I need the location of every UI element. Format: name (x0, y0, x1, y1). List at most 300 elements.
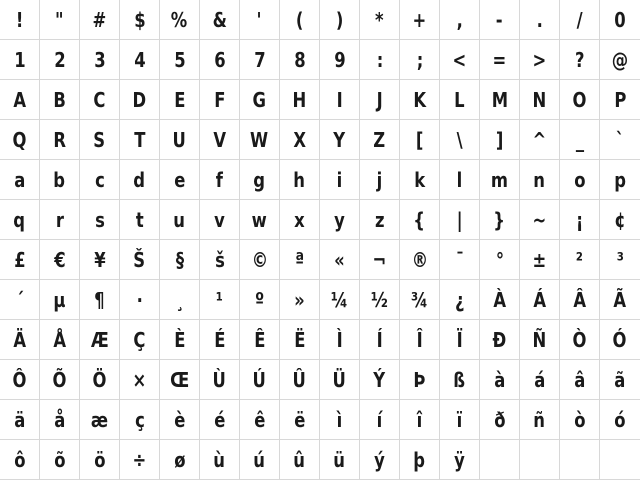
glyph-character: Ù (212, 367, 227, 392)
glyph-character: R (53, 127, 66, 152)
glyph-character: é (213, 407, 226, 432)
glyph-character: í (376, 407, 383, 432)
glyph-character: , (456, 7, 463, 32)
glyph-cell[interactable] (520, 120, 560, 160)
glyph-cell[interactable] (320, 240, 360, 280)
glyph-cell[interactable] (40, 40, 80, 80)
glyph-cell[interactable] (560, 40, 600, 80)
glyph-cell[interactable] (40, 200, 80, 240)
glyph-character: ¹ (215, 287, 224, 312)
glyph-cell[interactable] (440, 200, 480, 240)
glyph-character: s (94, 207, 105, 232)
glyph-cell[interactable] (320, 0, 360, 40)
glyph-character: C (93, 87, 106, 112)
glyph-character: ° (495, 247, 504, 272)
glyph-cell[interactable] (0, 440, 40, 480)
glyph-cell[interactable] (160, 0, 200, 40)
glyph-cell[interactable] (0, 320, 40, 360)
glyph-cell[interactable] (560, 360, 600, 400)
glyph-cell[interactable] (520, 440, 560, 480)
glyph-character: 6 (213, 47, 226, 72)
glyph-character: Í (376, 327, 383, 352)
glyph-character: ² (575, 247, 584, 272)
glyph-cell[interactable] (160, 360, 200, 400)
glyph-cell[interactable] (560, 400, 600, 440)
glyph-cell[interactable] (320, 160, 360, 200)
glyph-cell[interactable] (80, 240, 120, 280)
glyph-cell[interactable] (240, 240, 280, 280)
glyph-character: ø (173, 447, 186, 472)
glyph-cell[interactable] (240, 40, 280, 80)
glyph-cell[interactable] (600, 120, 640, 160)
glyph-character: Ì (336, 327, 343, 352)
glyph-character: q (13, 207, 26, 232)
glyph-character: § (175, 247, 184, 272)
glyph-character: ¯ (455, 247, 464, 272)
glyph-cell[interactable] (360, 240, 400, 280)
glyph-cell[interactable] (400, 160, 440, 200)
glyph-cell[interactable] (560, 440, 600, 480)
glyph-cell[interactable] (80, 360, 120, 400)
glyph-cell[interactable] (240, 80, 280, 120)
glyph-cell[interactable] (0, 280, 40, 320)
glyph-cell[interactable] (120, 40, 160, 80)
glyph-cell[interactable] (480, 280, 520, 320)
glyph-cell[interactable] (0, 120, 40, 160)
glyph-character: ¿ (454, 287, 465, 312)
glyph-cell[interactable] (0, 240, 40, 280)
glyph-cell[interactable] (80, 400, 120, 440)
glyph-cell[interactable] (0, 0, 40, 40)
glyph-cell[interactable] (360, 40, 400, 80)
glyph-cell[interactable] (360, 360, 400, 400)
glyph-cell[interactable] (240, 400, 280, 440)
glyph-character: Û (292, 367, 307, 392)
glyph-cell[interactable] (560, 120, 600, 160)
glyph-cell[interactable] (200, 0, 240, 40)
glyph-cell[interactable] (80, 320, 120, 360)
glyph-cell[interactable] (0, 400, 40, 440)
glyph-cell[interactable] (400, 320, 440, 360)
glyph-character: Ñ (532, 327, 547, 352)
glyph-character: È (173, 327, 186, 352)
glyph-cell[interactable] (40, 400, 80, 440)
glyph-cell[interactable] (400, 200, 440, 240)
glyph-cell[interactable] (360, 320, 400, 360)
glyph-cell[interactable] (440, 240, 480, 280)
glyph-character: ¥ (93, 247, 106, 272)
glyph-cell[interactable] (0, 80, 40, 120)
glyph-cell[interactable] (280, 0, 320, 40)
glyph-cell[interactable] (120, 80, 160, 120)
glyph-character: ) (335, 7, 344, 32)
glyph-character: 5 (173, 47, 186, 72)
glyph-cell[interactable] (400, 240, 440, 280)
glyph-character: G (252, 87, 267, 112)
glyph-character: × (132, 367, 147, 392)
glyph-character: Z (373, 127, 386, 152)
glyph-cell[interactable] (480, 0, 520, 40)
glyph-cell[interactable] (320, 400, 360, 440)
glyph-cell[interactable] (200, 120, 240, 160)
glyph-character: = (492, 47, 507, 72)
glyph-cell[interactable] (480, 200, 520, 240)
glyph-character: µ (53, 287, 66, 312)
glyph-cell[interactable] (480, 40, 520, 80)
glyph-character: p (614, 167, 626, 192)
glyph-character: ì (336, 407, 343, 432)
glyph-cell[interactable] (160, 320, 200, 360)
glyph-cell[interactable] (40, 240, 80, 280)
glyph-character: \ (456, 127, 463, 152)
glyph-cell[interactable] (280, 280, 320, 320)
glyph-cell[interactable] (280, 80, 320, 120)
glyph-character: Ã (613, 287, 627, 312)
glyph-cell[interactable] (280, 320, 320, 360)
glyph-cell[interactable] (280, 160, 320, 200)
glyph-cell[interactable] (440, 440, 480, 480)
glyph-cell[interactable] (200, 200, 240, 240)
glyph-cell[interactable] (400, 0, 440, 40)
glyph-cell[interactable] (560, 0, 600, 40)
glyph-character: ` (615, 127, 625, 152)
glyph-cell[interactable] (120, 160, 160, 200)
glyph-cell[interactable] (200, 80, 240, 120)
glyph-cell[interactable] (200, 280, 240, 320)
glyph-character: ¾ (411, 287, 428, 312)
glyph-character: H (292, 87, 307, 112)
glyph-character: " (55, 7, 64, 32)
glyph-cell[interactable] (560, 240, 600, 280)
glyph-character: O (572, 87, 587, 112)
glyph-cell[interactable] (440, 160, 480, 200)
glyph-cell[interactable] (400, 40, 440, 80)
glyph-cell[interactable] (320, 200, 360, 240)
glyph-cell[interactable] (480, 440, 520, 480)
glyph-cell[interactable] (600, 80, 640, 120)
glyph-character: ô (13, 447, 26, 472)
glyph-cell[interactable] (360, 400, 400, 440)
glyph-character: v (214, 207, 225, 232)
glyph-cell[interactable] (320, 280, 360, 320)
glyph-cell[interactable] (40, 440, 80, 480)
glyph-cell[interactable] (120, 320, 160, 360)
glyph-character: b (53, 167, 66, 192)
glyph-character: ½ (371, 287, 388, 312)
glyph-cell[interactable] (560, 200, 600, 240)
glyph-character: [ (415, 127, 424, 152)
glyph-cell[interactable] (40, 280, 80, 320)
glyph-cell[interactable] (120, 360, 160, 400)
glyph-cell[interactable] (280, 200, 320, 240)
glyph-cell[interactable] (440, 320, 480, 360)
glyph-cell[interactable] (0, 160, 40, 200)
glyph-cell[interactable] (40, 320, 80, 360)
glyph-character: Þ (413, 367, 426, 392)
glyph-cell[interactable] (440, 40, 480, 80)
glyph-cell[interactable] (40, 360, 80, 400)
glyph-character: Á (533, 287, 546, 312)
glyph-cell[interactable] (560, 80, 600, 120)
glyph-cell[interactable] (400, 280, 440, 320)
glyph-cell[interactable] (360, 440, 400, 480)
glyph-character: T (133, 127, 146, 152)
glyph-character: z (374, 207, 385, 232)
glyph-cell[interactable] (280, 440, 320, 480)
glyph-cell[interactable] (480, 120, 520, 160)
glyph-character: / (576, 7, 583, 32)
glyph-character: E (173, 87, 186, 112)
glyph-cell[interactable] (280, 400, 320, 440)
glyph-character: r (55, 207, 64, 232)
glyph-cell[interactable] (560, 320, 600, 360)
glyph-character: Ö (92, 367, 107, 392)
glyph-cell[interactable] (520, 240, 560, 280)
glyph-cell[interactable] (120, 200, 160, 240)
glyph-cell[interactable] (520, 40, 560, 80)
glyph-cell[interactable] (200, 440, 240, 480)
glyph-cell[interactable] (600, 40, 640, 80)
glyph-cell[interactable] (600, 280, 640, 320)
glyph-character: ï (456, 407, 463, 432)
glyph-character: n (533, 167, 546, 192)
glyph-character: Ç (133, 327, 146, 352)
glyph-character: ] (495, 127, 504, 152)
glyph-character: B (53, 87, 66, 112)
glyph-cell[interactable] (400, 400, 440, 440)
glyph-cell[interactable] (440, 360, 480, 400)
glyph-cell[interactable] (0, 40, 40, 80)
glyph-cell[interactable] (160, 240, 200, 280)
glyph-cell[interactable] (520, 160, 560, 200)
glyph-cell[interactable] (160, 120, 200, 160)
glyph-character: o (573, 167, 586, 192)
glyph-cell[interactable] (200, 360, 240, 400)
glyph-cell[interactable] (320, 40, 360, 80)
glyph-cell[interactable] (200, 160, 240, 200)
glyph-cell[interactable] (600, 0, 640, 40)
glyph-character: 1 (13, 47, 26, 72)
glyph-cell[interactable] (400, 440, 440, 480)
glyph-cell[interactable] (80, 80, 120, 120)
glyph-character: î (416, 407, 423, 432)
glyph-character: Y (333, 127, 346, 152)
glyph-character: á (533, 367, 546, 392)
glyph-cell[interactable] (240, 320, 280, 360)
glyph-cell[interactable] (600, 200, 640, 240)
glyph-cell[interactable] (240, 280, 280, 320)
glyph-cell[interactable] (80, 40, 120, 80)
glyph-cell[interactable] (480, 160, 520, 200)
glyph-cell[interactable] (120, 240, 160, 280)
glyph-cell[interactable] (440, 80, 480, 120)
glyph-cell[interactable] (280, 240, 320, 280)
glyph-cell[interactable] (40, 160, 80, 200)
glyph-character: ù (213, 447, 226, 472)
glyph-character: N (532, 87, 547, 112)
glyph-cell[interactable] (520, 360, 560, 400)
glyph-cell[interactable] (360, 280, 400, 320)
glyph-character: F (213, 87, 226, 112)
glyph-cell[interactable] (80, 160, 120, 200)
glyph-cell[interactable] (240, 200, 280, 240)
glyph-character: þ (413, 447, 426, 472)
glyph-cell[interactable] (440, 120, 480, 160)
glyph-cell[interactable] (360, 80, 400, 120)
glyph-cell[interactable] (520, 200, 560, 240)
glyph-cell[interactable] (520, 400, 560, 440)
glyph-cell[interactable] (440, 0, 480, 40)
glyph-cell[interactable] (240, 160, 280, 200)
glyph-cell[interactable] (80, 200, 120, 240)
glyph-cell[interactable] (160, 80, 200, 120)
glyph-cell[interactable] (40, 80, 80, 120)
glyph-cell[interactable] (360, 120, 400, 160)
glyph-cell[interactable] (120, 400, 160, 440)
glyph-cell[interactable] (0, 200, 40, 240)
glyph-cell[interactable] (240, 440, 280, 480)
glyph-character: m (490, 167, 509, 192)
glyph-cell[interactable] (160, 160, 200, 200)
glyph-character: Ó (613, 327, 627, 352)
glyph-character: À (493, 287, 506, 312)
glyph-cell[interactable] (240, 120, 280, 160)
glyph-cell[interactable] (600, 360, 640, 400)
glyph-cell[interactable] (0, 360, 40, 400)
glyph-cell[interactable] (480, 360, 520, 400)
glyph-cell[interactable] (320, 360, 360, 400)
glyph-character: « (334, 247, 345, 272)
glyph-character: ^ (532, 127, 547, 152)
glyph-character: + (412, 7, 427, 32)
glyph-cell[interactable] (80, 280, 120, 320)
glyph-cell[interactable] (360, 160, 400, 200)
glyph-character: º (254, 287, 265, 312)
glyph-character: _ (575, 127, 584, 152)
glyph-character: ú (253, 447, 266, 472)
glyph-cell[interactable] (600, 240, 640, 280)
glyph-cell[interactable] (120, 440, 160, 480)
glyph-cell[interactable] (240, 0, 280, 40)
glyph-cell[interactable] (520, 0, 560, 40)
glyph-character: < (452, 47, 467, 72)
glyph-character: V (213, 127, 226, 152)
glyph-cell[interactable] (480, 80, 520, 120)
glyph-character: 8 (293, 47, 306, 72)
glyph-character: & (212, 7, 227, 32)
glyph-character: ± (532, 247, 547, 272)
glyph-cell[interactable] (320, 80, 360, 120)
glyph-character: K (413, 87, 426, 112)
glyph-character: ( (295, 7, 304, 32)
glyph-cell[interactable] (320, 440, 360, 480)
glyph-cell[interactable] (80, 120, 120, 160)
glyph-character: 4 (133, 47, 146, 72)
glyph-character: 2 (53, 47, 66, 72)
glyph-character: Î (416, 327, 423, 352)
glyph-cell[interactable] (120, 0, 160, 40)
glyph-character: i (336, 167, 343, 192)
glyph-character: â (573, 367, 586, 392)
glyph-cell[interactable] (200, 40, 240, 80)
glyph-cell[interactable] (560, 160, 600, 200)
glyph-character: S (93, 127, 106, 152)
glyph-cell[interactable] (440, 400, 480, 440)
glyph-cell[interactable] (560, 280, 600, 320)
glyph-character: . (536, 7, 543, 32)
glyph-cell[interactable] (600, 440, 640, 480)
glyph-cell[interactable] (280, 360, 320, 400)
glyph-character: d (133, 167, 146, 192)
glyph-cell[interactable] (160, 280, 200, 320)
glyph-cell[interactable] (600, 320, 640, 360)
glyph-character: f (215, 167, 224, 192)
glyph-cell[interactable] (240, 360, 280, 400)
glyph-cell[interactable] (320, 320, 360, 360)
glyph-cell[interactable] (480, 320, 520, 360)
glyph-cell[interactable] (320, 120, 360, 160)
glyph-cell[interactable] (520, 280, 560, 320)
glyph-character: Ê (253, 327, 266, 352)
glyph-cell[interactable] (480, 240, 520, 280)
glyph-character: š (214, 247, 225, 272)
glyph-character: € (53, 247, 66, 272)
glyph-cell[interactable] (280, 120, 320, 160)
glyph-character: y (334, 207, 345, 232)
glyph-character: Å (53, 327, 66, 352)
glyph-cell[interactable] (280, 40, 320, 80)
glyph-cell[interactable] (120, 280, 160, 320)
glyph-cell[interactable] (160, 200, 200, 240)
glyph-cell[interactable] (360, 200, 400, 240)
glyph-cell[interactable] (200, 320, 240, 360)
glyph-cell[interactable] (400, 360, 440, 400)
glyph-cell[interactable] (480, 400, 520, 440)
glyph-cell[interactable] (80, 0, 120, 40)
glyph-character: ¢ (614, 207, 626, 232)
glyph-character: ³ (616, 247, 624, 272)
glyph-cell[interactable] (40, 120, 80, 160)
glyph-cell[interactable] (360, 0, 400, 40)
glyph-character: x (294, 207, 305, 232)
glyph-cell[interactable] (600, 160, 640, 200)
glyph-character: » (294, 287, 305, 312)
glyph-cell[interactable] (160, 400, 200, 440)
glyph-cell[interactable] (160, 440, 200, 480)
glyph-cell[interactable] (120, 120, 160, 160)
glyph-cell[interactable] (400, 120, 440, 160)
glyph-character: l (456, 167, 463, 192)
glyph-character: ÿ (454, 447, 465, 472)
glyph-cell[interactable] (200, 240, 240, 280)
glyph-character: ð (493, 407, 506, 432)
glyph-cell[interactable] (520, 320, 560, 360)
glyph-cell[interactable] (400, 80, 440, 120)
glyph-cell[interactable] (200, 400, 240, 440)
glyph-character: u (173, 207, 186, 232)
glyph-cell[interactable] (80, 440, 120, 480)
glyph-character: ´ (15, 287, 24, 312)
glyph-cell[interactable] (440, 280, 480, 320)
glyph-character: @ (611, 47, 629, 72)
glyph-character: õ (53, 447, 66, 472)
glyph-cell[interactable] (600, 400, 640, 440)
glyph-cell[interactable] (40, 0, 80, 40)
glyph-cell[interactable] (520, 80, 560, 120)
glyph-cell[interactable] (160, 40, 200, 80)
glyph-character: ë (293, 407, 306, 432)
glyph-character: Q (12, 127, 27, 152)
